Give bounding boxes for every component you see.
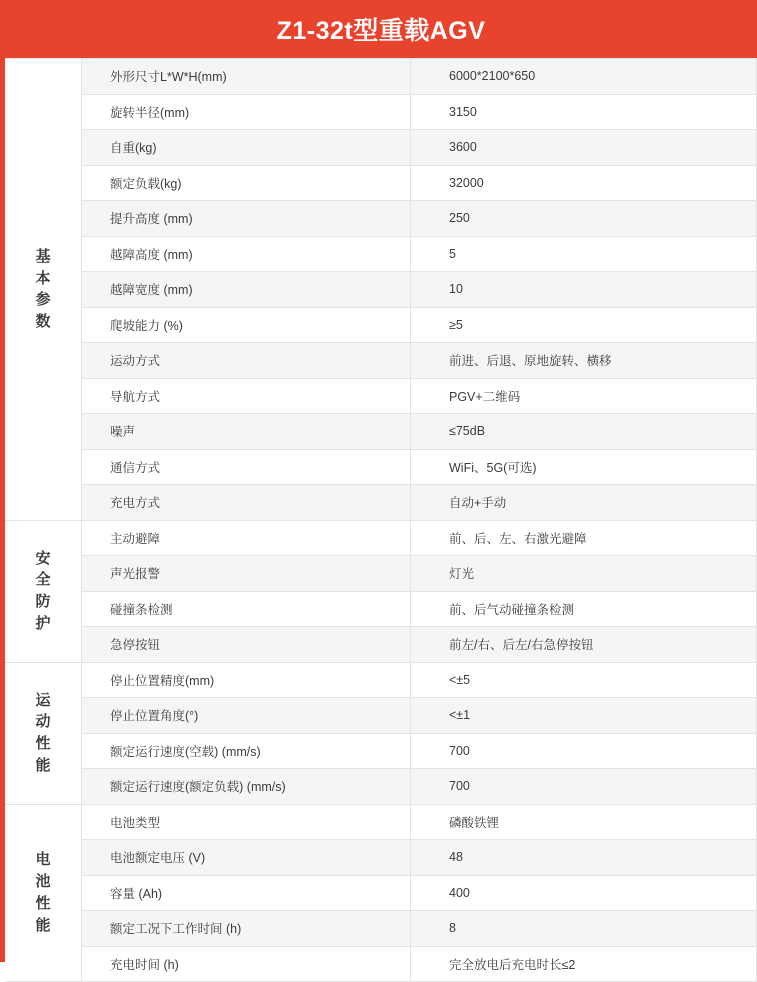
table-row — [5, 94, 757, 130]
table-row — [5, 662, 757, 698]
table-row — [5, 485, 757, 521]
spec-label: 越障宽度 (mm) — [82, 272, 411, 308]
spec-label: 爬坡能力 (%) — [82, 307, 411, 343]
group-label-text: 基本参数 — [35, 247, 51, 330]
spec-label: 碰撞条检测 — [82, 591, 411, 627]
spec-value: 32000 — [411, 165, 757, 201]
spec-label: 容量 (Ah) — [82, 875, 411, 911]
page-title-text: Z1-32t型重载AGV — [276, 17, 486, 45]
specification-table — [5, 58, 757, 982]
spec-value: 自动+手动 — [411, 485, 757, 521]
spec-value: 10 — [411, 272, 757, 308]
table-row — [5, 804, 757, 840]
table-row — [5, 556, 757, 592]
spec-label: 电池类型 — [82, 804, 411, 840]
spec-label: 声光报警 — [82, 556, 411, 592]
table-row — [5, 59, 757, 95]
spec-label: 急停按钮 — [82, 627, 411, 663]
table-row — [5, 698, 757, 734]
spec-label: 外形尺寸L*W*H(mm) — [82, 59, 411, 95]
spec-label: 通信方式 — [82, 449, 411, 485]
spec-value: <±1 — [411, 698, 757, 734]
table-row — [5, 911, 757, 947]
table-row — [5, 449, 757, 485]
spec-value: 前左/右、后左/右急停按钮 — [411, 627, 757, 663]
table-row — [5, 165, 757, 201]
spec-value: PGV+二维码 — [411, 378, 757, 414]
spec-value: 3600 — [411, 130, 757, 166]
spec-value: 700 — [411, 733, 757, 769]
spec-label: 噪声 — [82, 414, 411, 450]
table-row — [5, 946, 757, 982]
table-row — [5, 875, 757, 911]
spec-label: 主动避障 — [82, 520, 411, 556]
table-row — [5, 378, 757, 414]
spec-value: 灯光 — [411, 556, 757, 592]
spec-label: 停止位置精度(mm) — [82, 662, 411, 698]
spec-value: 8 — [411, 911, 757, 947]
table-row — [5, 236, 757, 272]
spec-label: 自重(kg) — [82, 130, 411, 166]
group-label — [5, 804, 82, 982]
table-row — [5, 272, 757, 308]
spec-label: 充电时间 (h) — [82, 946, 411, 982]
spec-label: 越障高度 (mm) — [82, 236, 411, 272]
spec-label: 额定运行速度(空载) (mm/s) — [82, 733, 411, 769]
spec-value: 250 — [411, 201, 757, 237]
group-label-text: 安全防护 — [35, 549, 51, 632]
spec-label: 运动方式 — [82, 343, 411, 379]
spec-value: 磷酸铁锂 — [411, 804, 757, 840]
group-label — [5, 59, 82, 521]
spec-value: 完全放电后充电时长≤2 — [411, 946, 757, 982]
spec-value: 700 — [411, 769, 757, 805]
spec-label: 提升高度 (mm) — [82, 201, 411, 237]
table-row — [5, 307, 757, 343]
spec-label: 充电方式 — [82, 485, 411, 521]
table-row — [5, 130, 757, 166]
table-row — [5, 414, 757, 450]
page-title — [5, 0, 757, 58]
spec-label: 旋转半径(mm) — [82, 94, 411, 130]
spec-value: 400 — [411, 875, 757, 911]
table-row — [5, 201, 757, 237]
spec-label: 额定运行速度(额定负载) (mm/s) — [82, 769, 411, 805]
table-row — [5, 343, 757, 379]
spec-value: 48 — [411, 840, 757, 876]
spec-value: ≤75dB — [411, 414, 757, 450]
group-label — [5, 662, 82, 804]
table-row — [5, 733, 757, 769]
table-row — [5, 840, 757, 876]
spec-value: 3150 — [411, 94, 757, 130]
spec-label: 电池额定电压 (V) — [82, 840, 411, 876]
table-row — [5, 769, 757, 805]
spec-value: 前进、后退、原地旋转、横移 — [411, 343, 757, 379]
group-label-text: 运动性能 — [35, 691, 51, 774]
table-row — [5, 591, 757, 627]
spec-label: 额定工况下工作时间 (h) — [82, 911, 411, 947]
group-label-text: 电池性能 — [35, 851, 51, 934]
spec-value: WiFi、5G(可选) — [411, 449, 757, 485]
spec-value: 前、后、左、右激光避障 — [411, 520, 757, 556]
group-label — [5, 520, 82, 662]
table-row — [5, 627, 757, 663]
table-row — [5, 520, 757, 556]
spec-value: 5 — [411, 236, 757, 272]
spec-label: 停止位置角度(°) — [82, 698, 411, 734]
spec-label: 导航方式 — [82, 378, 411, 414]
spec-value: ≥5 — [411, 307, 757, 343]
spec-value: <±5 — [411, 662, 757, 698]
specification-table-body — [5, 59, 757, 982]
spec-value: 前、后气动碰撞条检测 — [411, 591, 757, 627]
spec-label: 额定负载(kg) — [82, 165, 411, 201]
spec-value: 6000*2100*650 — [411, 59, 757, 95]
